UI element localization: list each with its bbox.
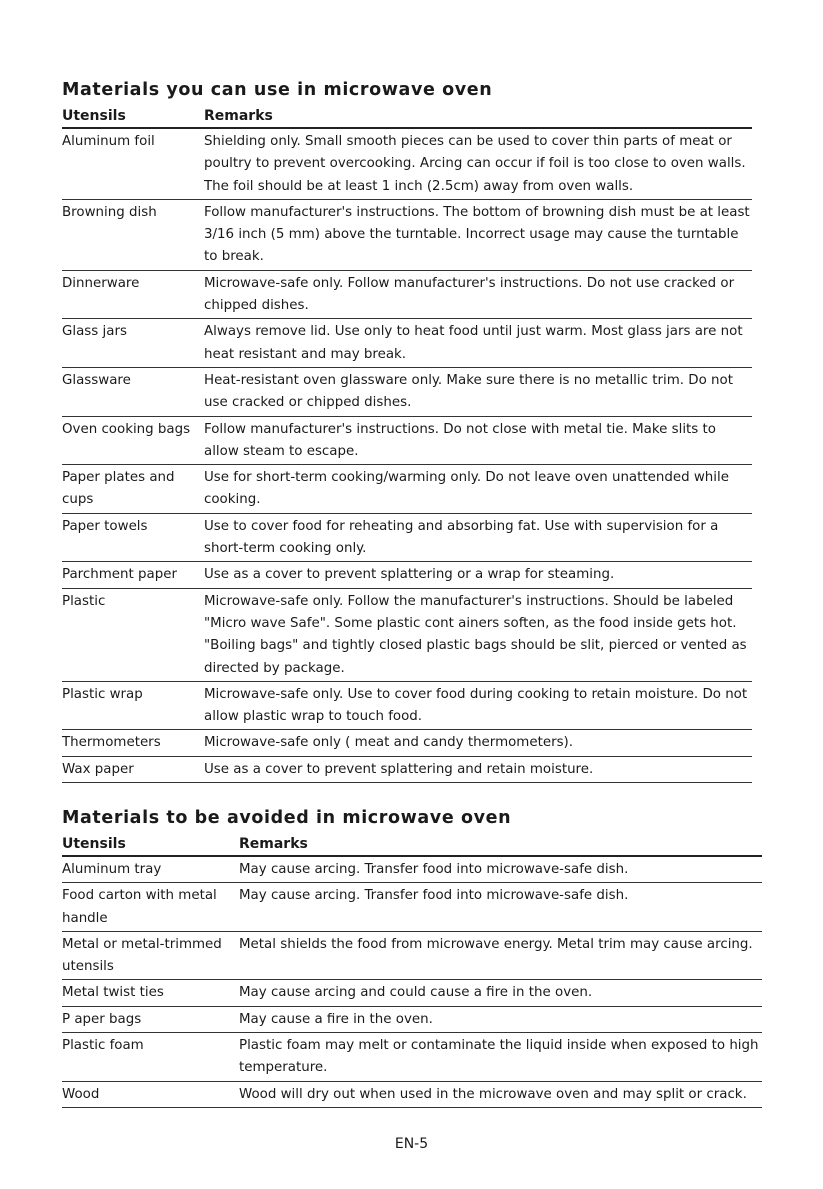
table-row — [62, 682, 752, 731]
table-row — [62, 1007, 762, 1033]
table-row — [62, 757, 752, 783]
table-row — [62, 368, 752, 417]
utensil-remark: May cause arcing and could cause a fire in the oven. — [239, 985, 593, 1001]
utensil-name: Parchment paper — [62, 567, 177, 583]
utensil-name: Plastic — [62, 593, 106, 609]
utensil-name: P aper bags — [62, 1011, 142, 1027]
utensil-remark: Use as a cover to prevent splattering or a wrap for steaming. — [204, 567, 615, 583]
utensil-name: Aluminum tray — [62, 862, 162, 877]
usable-materials-table — [62, 129, 752, 783]
usable-materials-section — [62, 76, 752, 783]
utensil-remark: Shielding only. Small smooth pieces can be used to cover thin parts of meat or poultry to prevent overcooking. Arcing can occur if foil is too close to oven walls. The foil should be at least 1 inch (2.5cm) away from oven walls. — [204, 134, 746, 194]
utensil-remark: Microwave-safe only. Use to cover food during cooking to retain moisture. Do not allow plastic wrap to touch food. — [204, 686, 748, 725]
avoided-materials-section — [62, 804, 762, 1108]
utensil-remark: May cause arcing. Transfer food into microwave-safe dish. — [239, 888, 629, 904]
utensil-name: Aluminum foil — [62, 134, 155, 149]
section-title: Materials you can use in microwave oven — [62, 80, 493, 100]
table-row — [62, 514, 752, 563]
utensil-remark: Use for short-term cooking/warming only. Do not leave oven unattended while cooking. — [204, 470, 729, 508]
utensil-remark: Microwave-safe only. Follow the manufacturer's instructions. Should be labeled "Micro wave Safe". Some plastic cont ainers soften, as the food inside gets hot. "Boiling bags" and tightly closed plastic bags should be slit, pierced or vented as directed by package. — [204, 593, 747, 676]
table-row — [62, 857, 762, 883]
utensil-name: Oven cooking bags — [62, 421, 191, 437]
utensil-remark: Always remove lid. Use only to heat food until just warm. Most glass jars are not heat resistant and may break. — [204, 324, 743, 362]
utensil-remark: Microwave-safe only. Follow manufacturer's instructions. Do not use cracked or chipped dishes. — [204, 275, 735, 314]
utensil-remark: Metal shields the food from microwave energy. Metal trim may cause arcing. — [239, 936, 753, 952]
table-row — [62, 1082, 762, 1108]
utensil-name: Plastic foam — [62, 1038, 144, 1054]
utensil-remark: Follow manufacturer's instructions. Do not close with metal tie. Make slits to allow steam to escape. — [204, 421, 716, 459]
utensil-remark: May cause a fire in the oven. — [239, 1011, 433, 1027]
utensil-name: Paper plates and cups — [62, 470, 175, 508]
utensil-name: Thermometers — [62, 735, 161, 751]
table-row — [62, 562, 752, 588]
table-row — [62, 1033, 762, 1082]
avoided-materials-table — [62, 857, 762, 1108]
page-number: EN-5 — [394, 1136, 429, 1152]
utensil-name: Food carton with metal handle — [62, 888, 217, 926]
utensil-remark: Use as a cover to prevent splattering and retain moisture. — [204, 761, 594, 777]
utensil-name: Paper towels — [62, 518, 148, 534]
utensil-name: Metal twist ties — [62, 985, 164, 1001]
utensil-name: Browning dish — [62, 204, 157, 220]
table-row — [62, 465, 752, 514]
utensil-name: Plastic wrap — [62, 686, 143, 702]
remarks-column-header: Remarks — [204, 108, 273, 124]
utensil-name: Wax paper — [62, 761, 134, 777]
utensil-remark: Plastic foam may melt or contaminate the liquid inside when exposed to high temperature. — [239, 1038, 759, 1076]
table-header — [62, 833, 762, 857]
utensil-name: Dinnerware — [62, 275, 140, 291]
section-title: Materials to be avoided in microwave oven — [62, 808, 512, 828]
table-row — [62, 319, 752, 368]
utensil-remark: May cause arcing. Transfer food into microwave-safe dish. — [239, 862, 629, 877]
table-row — [62, 589, 752, 682]
table-row — [62, 417, 752, 466]
table-row — [62, 932, 762, 981]
remarks-column-header: Remarks — [239, 836, 308, 852]
utensils-column-header: Utensils — [62, 108, 126, 124]
utensil-name: Metal or metal-trimmed utensils — [62, 936, 222, 975]
utensil-remark: Microwave-safe only ( meat and candy thermometers). — [204, 735, 574, 751]
table-row — [62, 730, 752, 756]
utensil-remark: Wood will dry out when used in the microwave oven and may split or crack. — [239, 1086, 747, 1102]
table-row — [62, 200, 752, 271]
table-row — [62, 883, 762, 932]
utensils-column-header: Utensils — [62, 836, 126, 852]
table-row — [62, 271, 752, 320]
utensil-name: Glass jars — [62, 324, 127, 340]
table-row — [62, 980, 762, 1006]
utensil-remark: Use to cover food for reheating and absorbing fat. Use with supervision for a short-term cooking only. — [204, 518, 719, 557]
table-row — [62, 129, 752, 200]
utensil-remark: Heat-resistant oven glassware only. Make sure there is no metallic trim. Do not use cracked or chipped dishes. — [204, 372, 733, 411]
utensil-name: Glassware — [62, 372, 131, 388]
utensil-name: Wood — [62, 1086, 100, 1102]
utensil-remark: Follow manufacturer's instructions. The bottom of browning dish must be at least 3/16 inch (5 mm) above the turntable. Incorrect usage may cause the turntable to break. — [204, 204, 750, 265]
table-header — [62, 105, 752, 129]
